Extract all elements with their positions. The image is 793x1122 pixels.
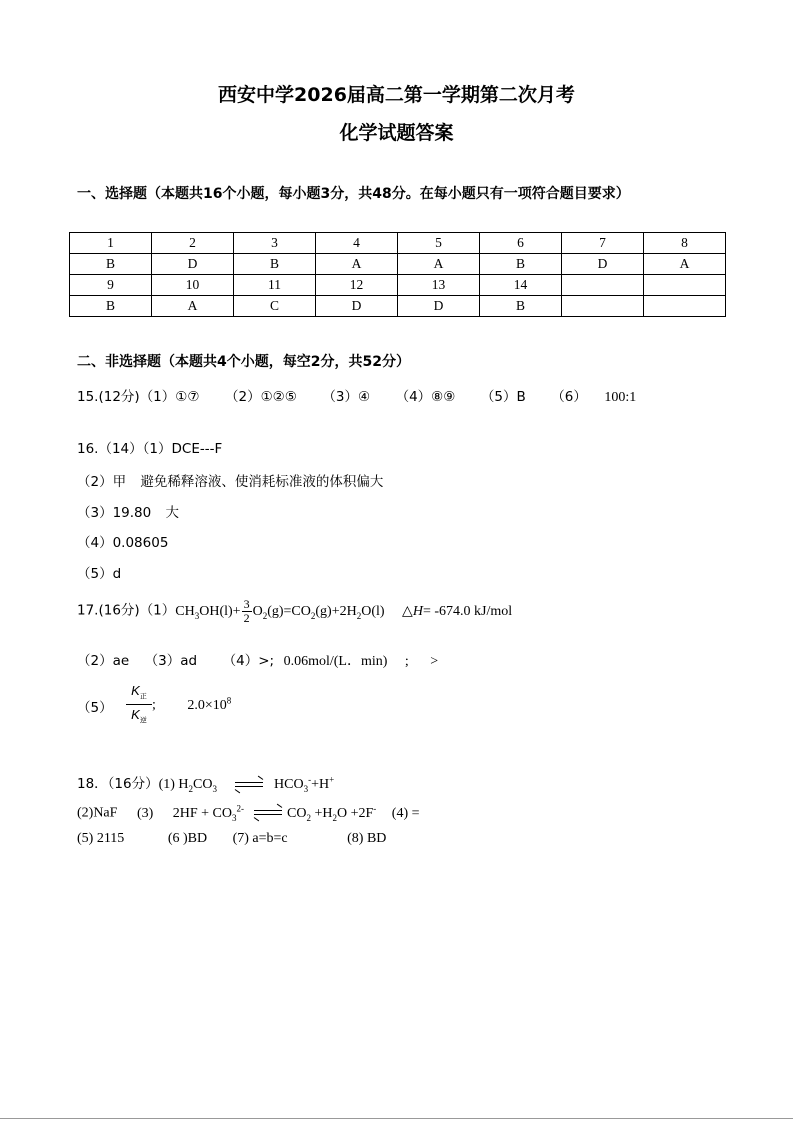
- table-cell: A: [397, 254, 479, 275]
- table-cell: A: [315, 254, 397, 275]
- q15-line: [77, 385, 636, 406]
- q18-label: 18．（16分）: [77, 776, 159, 792]
- table-cell: C: [233, 296, 315, 317]
- page-bottom-rule: [0, 1118, 793, 1119]
- q18-part7: (7) a=b=c: [232, 831, 288, 846]
- q17-label: 17.(16分): [77, 602, 140, 619]
- table-cell: 5: [397, 233, 479, 254]
- q16-part2: （2）甲: [77, 474, 127, 490]
- q18-part6: (6 )BD: [167, 831, 208, 846]
- q17-part3: （3）ad: [144, 653, 198, 669]
- q15-label: 15.(12分): [77, 389, 140, 405]
- q18-line3: [77, 831, 386, 847]
- q17-part4-rate: 0.06mol/(L．min): [283, 654, 388, 669]
- table-cell: B: [70, 296, 152, 317]
- table-cell: A: [643, 254, 725, 275]
- table-cell: 9: [70, 275, 152, 296]
- table-cell: 11: [233, 275, 315, 296]
- q15-part2: （2）①②⑤: [224, 389, 297, 405]
- q18-line1: [77, 772, 334, 794]
- q18-part8: (8) BD: [347, 831, 387, 846]
- q17-part2: （2）ae: [77, 653, 130, 669]
- q18-part3: (3): [136, 805, 154, 821]
- table-cell: B: [480, 296, 562, 317]
- q16-line4: （4）0.08605: [77, 535, 169, 551]
- q16-part2-reason: 避免稀释溶液、使消耗标准液的体积偏大: [140, 474, 384, 490]
- q17-line2: [77, 649, 438, 670]
- q15-part6-value: 100:1: [604, 390, 637, 405]
- table-row-answers: [70, 254, 726, 275]
- table-cell: 10: [151, 275, 233, 296]
- q18-part1-products: $HCO_3^-+H^+$: [274, 774, 335, 794]
- table-cell: A: [151, 296, 233, 317]
- q16-line5: （5）d: [77, 566, 122, 582]
- answer-table: [69, 232, 726, 317]
- q17-part4-sep: ;: [404, 654, 409, 669]
- table-cell: 1: [70, 233, 152, 254]
- table-cell: 8: [643, 233, 725, 254]
- q18-part5: (5) 2115: [77, 831, 125, 846]
- k-ratio-fraction: $K_正$ $K_逆$: [126, 683, 152, 725]
- q17-part1: （1）: [139, 602, 176, 619]
- q16-line1: [77, 437, 222, 457]
- table-cell: 7: [562, 233, 644, 254]
- table-cell: [562, 275, 644, 296]
- table-cell: 14: [480, 275, 562, 296]
- table-cell: 2: [151, 233, 233, 254]
- q15-part6: （6）: [551, 389, 587, 405]
- q18-part2: (2)NaF: [77, 805, 118, 821]
- q18-part1: (1) $H_2CO_3$: [158, 777, 217, 794]
- q18-part3-reactants: $2HF + CO_3^{2-}$: [172, 803, 245, 823]
- table-cell: 4: [315, 233, 397, 254]
- q17-part5-value: ; $2.0\times 10^8$: [152, 695, 232, 713]
- table-cell: D: [397, 296, 479, 317]
- q16-label: 16.（14）: [77, 441, 143, 457]
- table-cell: B: [480, 254, 562, 275]
- fraction-three-halves: $\frac{3}{2}$: [243, 597, 250, 625]
- q17-part4: （4）>;: [222, 653, 275, 669]
- table-cell: [562, 296, 644, 317]
- page-subtitle: 化学试题答案: [339, 122, 454, 144]
- table-cell: D: [315, 296, 397, 317]
- table-cell: D: [562, 254, 644, 275]
- q15-part5: （5）B: [480, 389, 526, 405]
- q16-line2: [77, 470, 383, 490]
- table-cell: 12: [315, 275, 397, 296]
- table-cell: [643, 296, 725, 317]
- equilibrium-arrow-icon: [235, 780, 263, 790]
- table-row-question-numbers: [70, 275, 726, 296]
- table-cell: D: [151, 254, 233, 275]
- q16-part3-effect: 大: [165, 505, 180, 521]
- table-row-answers: [70, 296, 726, 317]
- q17-part4-compare: >: [430, 654, 439, 669]
- q17-part5: （5）: [77, 700, 113, 716]
- section2-heading: 二、非选择题（本题共4个小题，每空2分，共52分）: [77, 354, 410, 370]
- table-cell: 3: [233, 233, 315, 254]
- q16-part1: （1）DCE---F: [142, 441, 223, 457]
- thermo-equation: $CH_3OH(l)+$ $\frac{3}{2}$ $O_2(g)=CO_2(g)+2H_2O(l)$: [175, 597, 385, 625]
- q15-part1: （1）①⑦: [139, 389, 200, 405]
- q16-line3: [77, 501, 179, 521]
- table-cell: [643, 275, 725, 296]
- q18-line2: [77, 803, 420, 822]
- section1-heading: 一、选择题（本题共16个小题，每小题3分，共48分。在每小题只有一项符合题目要求）: [77, 186, 630, 202]
- q18-part4: (4) =: [391, 805, 420, 821]
- q15-part3: （3）④: [322, 389, 371, 405]
- table-cell: 13: [397, 275, 479, 296]
- q18-part3-products: $CO_2 +H_2O +2F^-$: [287, 803, 377, 823]
- equilibrium-arrow-icon: [254, 808, 282, 818]
- table-cell: B: [233, 254, 315, 275]
- table-cell: B: [70, 254, 152, 275]
- table-cell: 6: [480, 233, 562, 254]
- page-title: 西安中学2026届高二第一学期第二次月考: [218, 84, 575, 106]
- table-row-question-numbers: [70, 233, 726, 254]
- q17-line1: [77, 598, 512, 625]
- q15-part4: （4）⑧⑨: [395, 389, 456, 405]
- q16-part3: （3）19.80: [77, 505, 152, 521]
- enthalpy-change: △H= -674.0 kJ/mol: [402, 603, 513, 619]
